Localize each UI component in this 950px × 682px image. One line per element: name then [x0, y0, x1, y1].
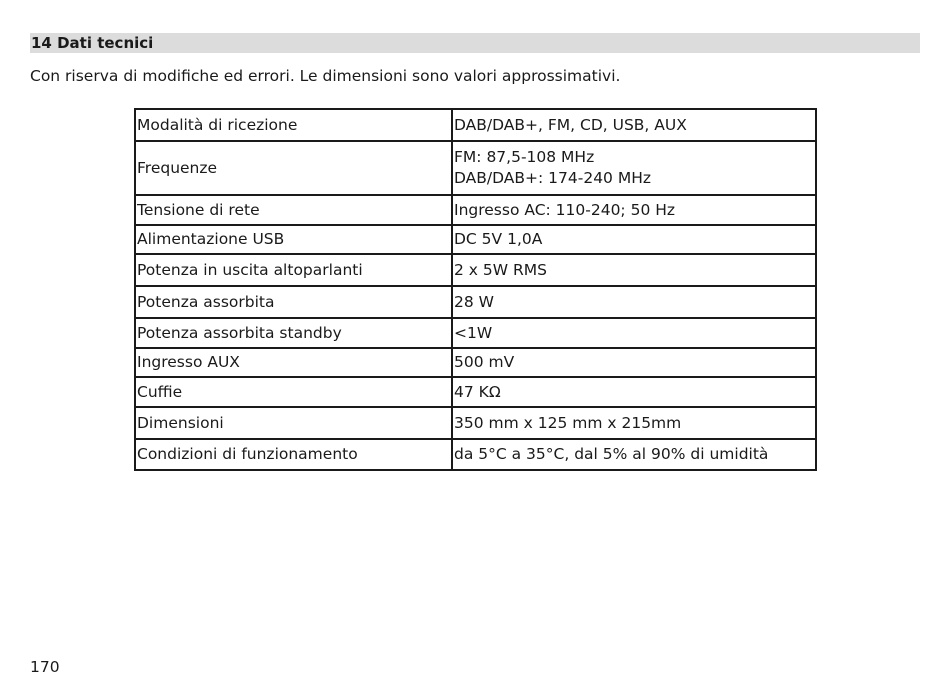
table-row [135, 195, 816, 225]
section-title: 14 Dati tecnici [30, 33, 920, 53]
spec-value: 350 mm x 125 mm x 215mm [452, 407, 816, 439]
spec-value: DC 5V 1,0A [452, 225, 816, 254]
spec-label: Alimentazione USB [135, 225, 452, 254]
spec-value: 28 W [452, 286, 816, 318]
table-row [135, 254, 816, 286]
spec-label: Potenza in uscita altoparlanti [135, 254, 452, 286]
page-number: 170 [30, 658, 60, 676]
spec-value: FM: 87,5-108 MHz DAB/DAB+: 174-240 MHz [452, 141, 816, 195]
table-row [135, 318, 816, 348]
spec-label: Cuffie [135, 377, 452, 407]
table-row [135, 377, 816, 407]
spec-label: Frequenze [135, 141, 452, 195]
table-row [135, 348, 816, 377]
table-row [135, 141, 816, 195]
intro-text: Con riserva di modifiche ed errori. Le dimensioni sono valori approssimativi. [30, 67, 621, 85]
spec-value: <1W [452, 318, 816, 348]
spec-value: da 5°C a 35°C, dal 5% al 90% di umidità [452, 439, 816, 470]
specs-table [134, 108, 817, 471]
table-row [135, 286, 816, 318]
spec-value: 2 x 5W RMS [452, 254, 816, 286]
spec-label: Ingresso AUX [135, 348, 452, 377]
spec-label: Modalità di ricezione [135, 109, 452, 141]
spec-value: DAB/DAB+, FM, CD, USB, AUX [452, 109, 816, 141]
spec-label: Condizioni di funzionamento [135, 439, 452, 470]
spec-value: 500 mV [452, 348, 816, 377]
spec-label: Potenza assorbita standby [135, 318, 452, 348]
spec-value: Ingresso AC: 110-240; 50 Hz [452, 195, 816, 225]
spec-label: Dimensioni [135, 407, 452, 439]
spec-label: Tensione di rete [135, 195, 452, 225]
table-row [135, 439, 816, 470]
table-row [135, 407, 816, 439]
spec-value: 47 KΩ [452, 377, 816, 407]
table-row [135, 225, 816, 254]
table-row [135, 109, 816, 141]
spec-label: Potenza assorbita [135, 286, 452, 318]
